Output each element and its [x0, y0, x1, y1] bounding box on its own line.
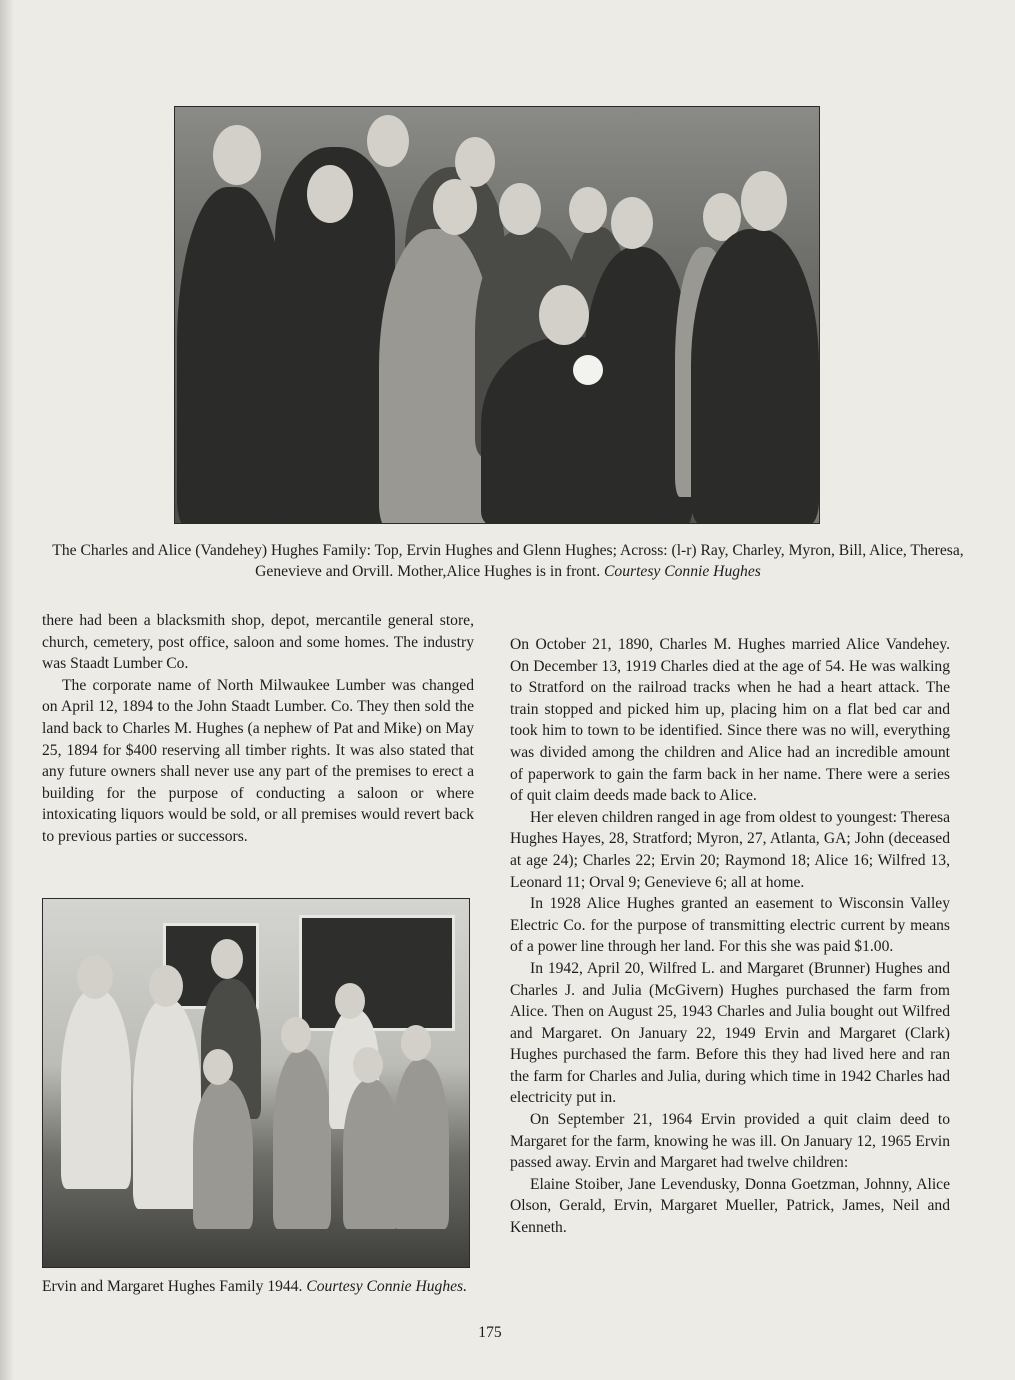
figure-silhouette — [273, 1049, 331, 1229]
paragraph: Her eleven children ranged in age from oldest to youngest: Theresa Hughes Hayes, 28, Stratford; Myron, 27, Atlanta, GA; John (deceased at age 24); Charles 22; Ervin 20; Raymond 18; Alice 16; Wilfred 13, Leonard 11; Orval 9; Genevieve 6; all at home. — [510, 808, 950, 891]
figure-head — [281, 1017, 311, 1053]
paragraph: there had been a blacksmith shop, depot, mercantile general store, church, cemetery, post office, saloon and some homes. The industry was Staadt Lumber Co. — [42, 612, 474, 673]
caption-credit: Courtesy Connie Hughes — [604, 563, 761, 580]
paragraph: On October 21, 1890, Charles M. Hughes married Alice Vandehey. On December 13, 1919 Charles died at the age of 54. He was walking to Stratford on the railroad tracks when he had a heart attack. The train stopped and picked him up, placing him on a flat bed car and took him to town to be identified. Since there was no will, everything was divided among the children and Alice had an incredible amount of paperwork to gain the farm back in her name. There were a series of quit claim deeds made back to Alice. — [510, 636, 950, 805]
caption-credit: Courtesy Connie Hughes. — [306, 1278, 468, 1295]
figure-head — [77, 955, 113, 999]
figure-head — [433, 179, 477, 235]
figure-head — [401, 1025, 431, 1061]
text-column-right — [510, 634, 950, 1239]
figure-head — [211, 939, 243, 979]
figure-head — [499, 183, 541, 235]
figure-head — [741, 171, 787, 231]
figure-silhouette — [177, 187, 287, 524]
paragraph: In 1928 Alice Hughes granted an easement to Wisconsin Valley Electric Co. for the purpose of transmitting electric current by means of a power line through her land. For this she was paid $1.00. — [510, 895, 950, 956]
figure-head — [149, 965, 183, 1007]
figure-head — [307, 165, 353, 223]
figure-silhouette — [61, 989, 131, 1189]
figure-head — [611, 197, 653, 249]
figure-head — [367, 115, 409, 167]
figure-silhouette — [481, 337, 661, 524]
figure-head — [353, 1047, 383, 1083]
bottom-photo-caption — [42, 1276, 472, 1297]
figure-head — [335, 983, 365, 1019]
figure-silhouette — [691, 229, 819, 524]
family-photo-bottom — [42, 898, 470, 1268]
figure-head — [569, 187, 607, 233]
caption-text: The Charles and Alice (Vandehey) Hughes Family: Top, Ervin Hughes and Glenn Hughes; Across: (l-r) Ray, Charley, Myron, Bill, Alice, Theresa, Genevieve and Orvill. Mother,Alice Hughes is in front. — [52, 542, 964, 580]
paragraph: The corporate name of North Milwaukee Lumber was changed on April 12, 1894 to the John Staadt Lumber. Co. They then sold the land back to Charles M. Hughes (a nephew of Pat and Mike) on May 25, 1894 for $400 reserving all timber rights. It was also stated that any future owners shall never use any part of the premises to erect a building for the purpose of conducting a saloon or where intoxicating liquors would be sold, or all premises would revert back to previous parties or successors. — [42, 676, 474, 845]
figure-silhouette — [343, 1079, 399, 1229]
figure-head — [213, 125, 261, 185]
house-window — [299, 915, 455, 1031]
paragraph: In 1942, April 20, Wilfred L. and Margaret (Brunner) Hughes and Charles J. and Julia (McGivern) Hughes purchased the farm from Alice. Then on August 25, 1943 Charles and Julia bought out Wilfred and Margaret. On January 22, 1949 Ervin and Margaret (Clark) Hughes purchased the farm. Before this they had lived here and ran the farm for Charles and Julia, during which time in 1942 Charles had electricity put in. — [510, 959, 950, 1107]
caption-text: Ervin and Margaret Hughes Family 1944. — [42, 1278, 307, 1295]
figure-silhouette — [393, 1059, 449, 1229]
page-number: 175 — [478, 1324, 502, 1341]
figure-silhouette — [133, 999, 201, 1209]
page-binding-edge — [0, 0, 14, 1380]
corsage-flower — [573, 355, 603, 385]
family-photo-top — [174, 106, 820, 524]
paragraph: On September 21, 1964 Ervin provided a quit claim deed to Margaret for the farm, knowing he was ill. On January 12, 1965 Ervin passed away. Ervin and Margaret had twelve children: — [510, 1111, 950, 1172]
text-column-left — [42, 610, 474, 848]
figure-head — [203, 1049, 233, 1085]
paragraph: Elaine Stoiber, Jane Levendusky, Donna Goetzman, Johnny, Alice Olson, Gerald, Ervin, Margaret Mueller, Patrick, James, Neil and Kenneth. — [510, 1175, 950, 1237]
figure-silhouette — [193, 1079, 253, 1229]
figure-silhouette — [273, 217, 391, 524]
top-photo-caption — [52, 540, 964, 582]
figure-head — [539, 285, 589, 345]
